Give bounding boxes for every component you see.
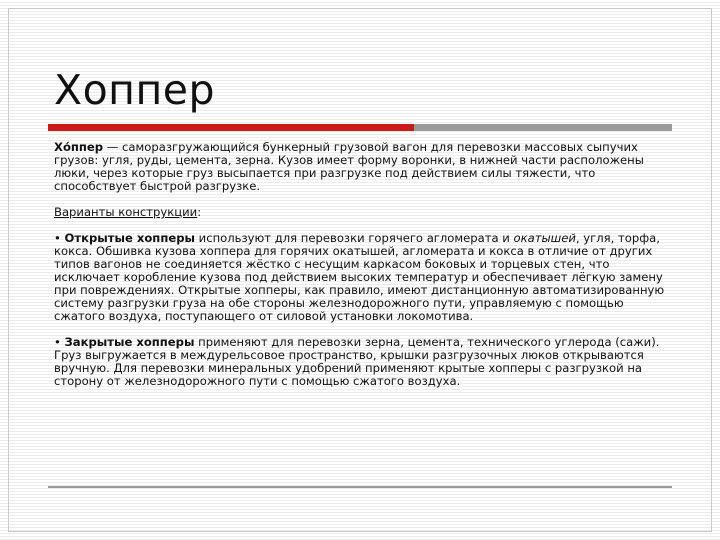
closed-hoppers-term: Закрытые хопперы	[64, 335, 195, 349]
open-hoppers-text-2: , угля, торфа, кокса. Обшивка кузова хоппера для горячих окатышей, агломерата и кокса в отличие от других типов вагонов не соединяется жёстко с несущим каркасом боковых и торцевых стен, что исключает коробление кузова под действием высоких температур и обеспечивает лёгкую замену при повреждениях. Открытые хопперы, как правило, имеют дистанционную автоматизированную систему разгрузки груза на обе стороны железнодорожного пути, управляемую с помощью сжатого воздуха, поступающего от силовой установки локомотива.	[54, 231, 665, 323]
bullet-icon: •	[54, 231, 65, 245]
slide-title: Хоппер	[54, 66, 216, 114]
variants-suffix: :	[197, 205, 202, 219]
closed-hoppers-text: применяют для перевозки зерна, цемента, технического углерода (сажи). Груз выгружается в междурельсовое пространство, крышки разгрузочных люков открываются вручную. Для перевозки минеральных удобрений применяют крытые хопперы с разгрузкой на сторону от железнодорожного пути с помощью сжатого воздуха.	[54, 335, 660, 388]
variants-paragraph	[54, 206, 674, 219]
variants-link[interactable]: Варианты конструкции	[54, 205, 198, 219]
closed-hoppers-paragraph	[54, 336, 674, 388]
intro-text: — саморазгружающийся бункерный грузовой вагон для перевозки массовых сыпучих грузов: угля, руды, цемента, зерна. Кузов имеет форму воронки, в нижней части расположены люки, через которые груз высыпается при разгрузке под действием силы тяжести, что способствует быстрой разгрузке.	[54, 140, 644, 193]
bullet-icon: •	[54, 335, 65, 349]
intro-term: Хо́ппер	[54, 140, 104, 154]
title-underline-accent	[48, 124, 414, 131]
slide-body	[54, 141, 674, 401]
intro-paragraph	[54, 141, 674, 193]
open-hoppers-paragraph	[54, 232, 674, 323]
open-hoppers-text-1: используют для перевозки горячего агломерата и	[194, 231, 514, 245]
open-hoppers-italic: окатышей	[513, 231, 576, 245]
open-hoppers-term: Открытые хопперы	[64, 231, 195, 245]
footer-rule	[48, 486, 672, 488]
